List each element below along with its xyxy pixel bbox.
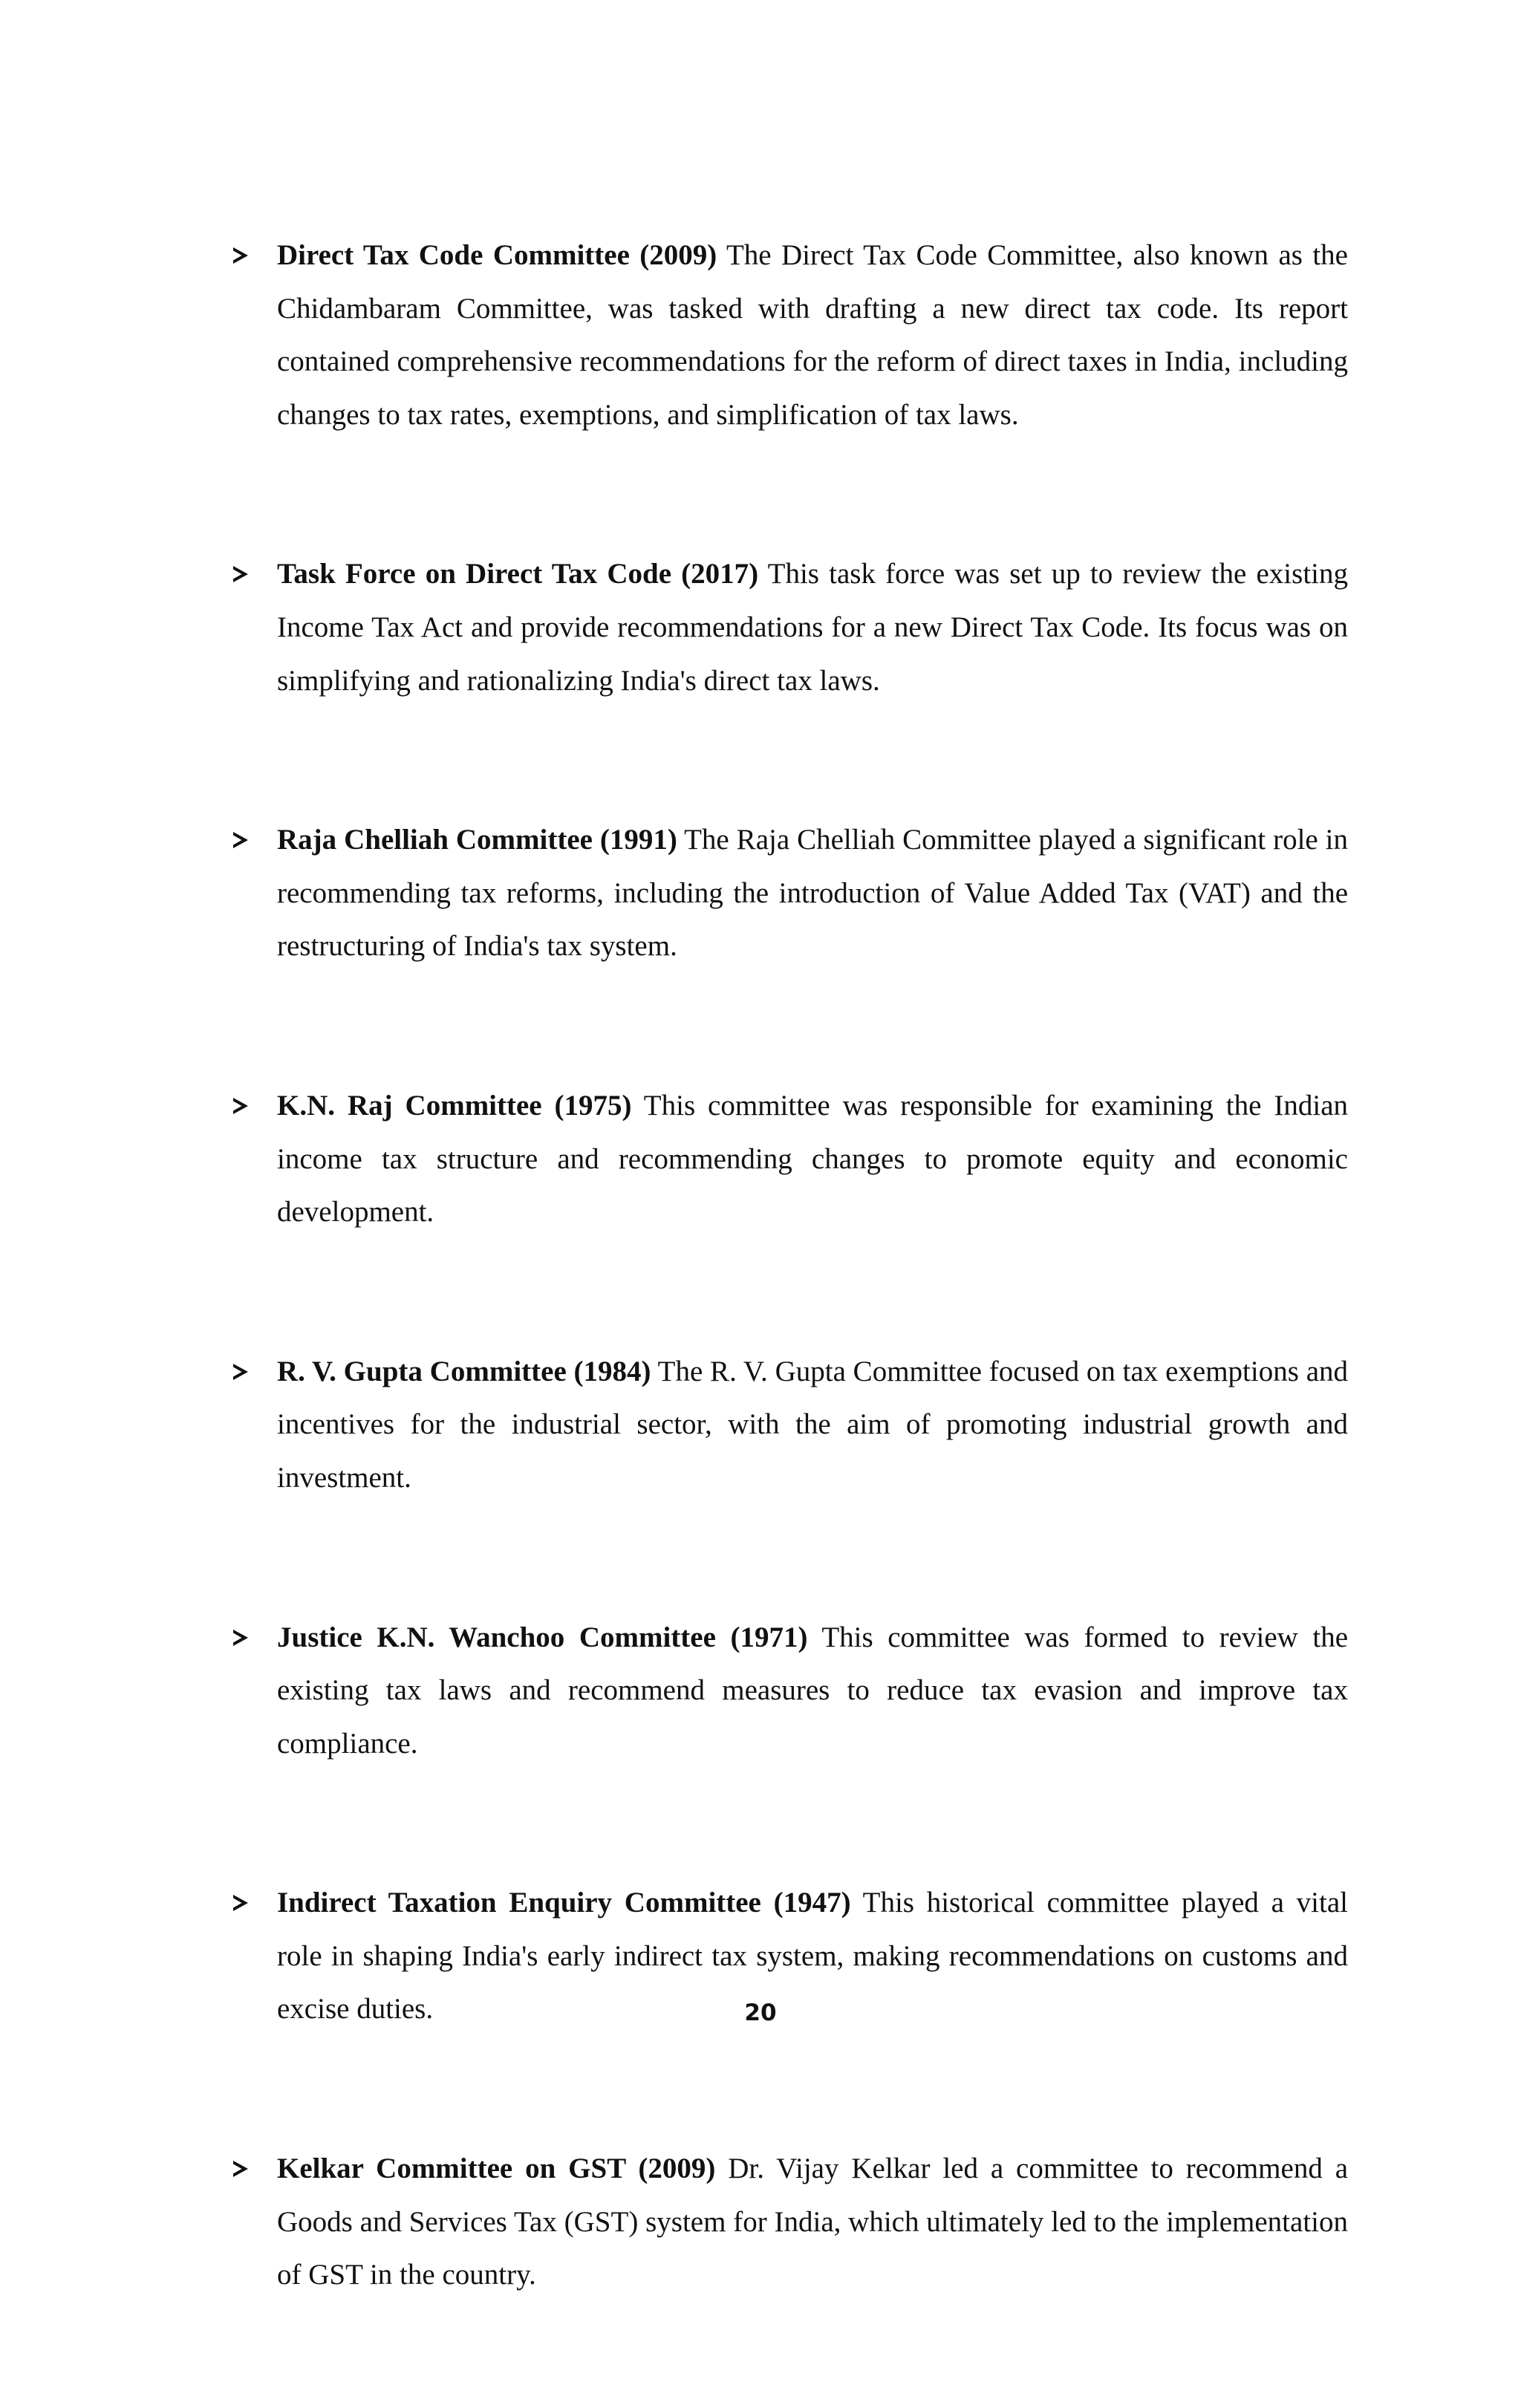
committee-name: Direct Tax Code Committee (2009) <box>277 239 717 271</box>
arrowhead-bullet-icon <box>232 565 249 583</box>
list-item <box>223 1079 1348 1239</box>
list-item <box>223 229 1348 441</box>
committee-description: The Direct Tax Code Committee, also known as the Chidambaram Committee, was tasked with drafting a new direct tax code. Its report contained comprehensive recommendations for the reform of direct taxes in India, including changes to tax rates, exemptions, and simplification of tax laws. <box>277 239 1348 431</box>
committee-name: Raja Chelliah Committee (1991) <box>277 824 677 856</box>
committee-list <box>223 229 1348 2408</box>
arrowhead-bullet-icon <box>232 1894 249 1912</box>
arrowhead-bullet-icon <box>232 2160 249 2178</box>
page-number: 20 <box>744 1999 777 2026</box>
arrowhead-bullet-icon <box>232 1363 249 1381</box>
committee-description: The R. V. Gupta Committee focused on tax exemptions and incentives for the industrial sector, with the aim of promoting industrial growth and investment. <box>277 1355 1349 1494</box>
committee-name: R. V. Gupta Committee (1984) <box>277 1355 651 1387</box>
committee-name: Justice K.N. Wanchoo Committee (1971) <box>277 1621 808 1653</box>
committee-description: This committee was responsible for examining the Indian income tax structure and recommending changes to promote equity and economic development. <box>277 1089 1349 1229</box>
list-item <box>223 1345 1348 1505</box>
list-item <box>223 813 1348 973</box>
committee-description: This committee was formed to review the existing tax laws and recommend measures to reduce tax evasion and improve tax compliance. <box>277 1621 1348 1760</box>
committee-name: Indirect Taxation Enquiry Committee (1947) <box>277 1887 851 1919</box>
arrowhead-bullet-icon <box>232 1097 249 1115</box>
committee-description: This historical committee played a vital role in shaping India's early indirect tax system, making recommendations on customs and excise duties. <box>277 1887 1349 2025</box>
committee-description: The Raja Chelliah Committee played a significant role in recommending tax reforms, including the introduction of Value Added Tax (VAT) and the restructuring of India's tax system. <box>277 824 1348 963</box>
arrowhead-bullet-icon <box>232 1629 249 1647</box>
committee-name: Task Force on Direct Tax Code (2017) <box>277 558 759 590</box>
list-item <box>223 1611 1348 1771</box>
arrowhead-bullet-icon <box>232 831 249 849</box>
committee-description: Dr. Vijay Kelkar led a committee to recommend a Goods and Services Tax (GST) system for India, which ultimately led to the implementation of GST in the country. <box>277 2152 1349 2291</box>
committee-description: This task force was set up to review the existing Income Tax Act and provide recommendations for a new Direct Tax Code. Its focus was on simplifying and rationalizing India's direct tax laws. <box>277 558 1348 697</box>
committee-name: K.N. Raj Committee (1975) <box>277 1089 632 1122</box>
arrowhead-bullet-icon <box>232 247 249 264</box>
list-item <box>223 547 1348 707</box>
list-item <box>223 2142 1348 2302</box>
committee-name: Kelkar Committee on GST (2009) <box>277 2152 716 2185</box>
